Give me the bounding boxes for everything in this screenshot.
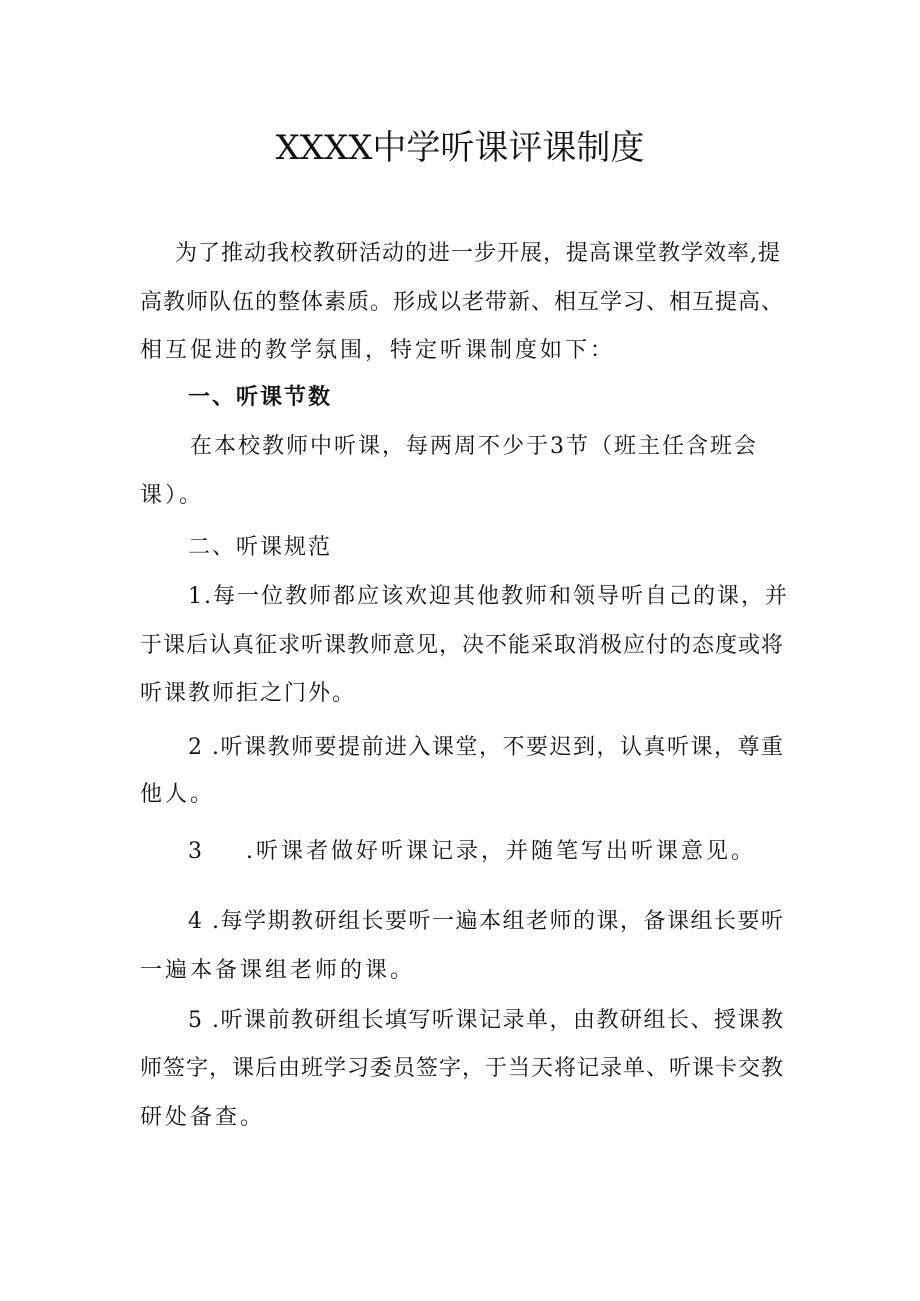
item2-line-1: 2 .听课教师要提前进入课堂，不要迟到，认真听课，尊重 <box>188 735 785 760</box>
intro-line-3: 相互促进的教学氛围，特定听课制度如下： <box>140 338 616 363</box>
item3-number: 3 <box>188 839 205 864</box>
item4-line-1: 4 .每学期教研组长要听一遍本组老师的课，备课组长要听 <box>188 909 785 934</box>
section1-heading: 一、听课节数 <box>188 385 333 410</box>
item4-line-2: 一遍本备课组老师的课。 <box>140 958 416 983</box>
item1-line-2: 于课后认真征求听课教师意见，决不能采取消极应付的态度或将 <box>140 633 785 658</box>
section1-line-1: 在本校教师中听课，每两周不少于3节（班主任含班会 <box>190 434 758 459</box>
document-title: XXXX中学听课评课制度 <box>275 128 645 168</box>
item5-line-1: 5 .听课前教研组长填写听课记录单，由教研组长、授课教 <box>188 1008 785 1033</box>
intro-line-2: 高教师队伍的整体素质。形成以老带新、相互学习、相互提高、 <box>140 290 785 315</box>
item1-line-3: 听课教师拒之门外。 <box>140 681 357 706</box>
section2-heading: 二、听课规范 <box>188 535 333 560</box>
item5-line-2: 师签字，课后由班学习委员签字，于当天将记录单、听课卡交教 <box>140 1056 785 1081</box>
item5-line-3: 研处备查。 <box>140 1105 266 1130</box>
item3-line-1: .听课者做好听课记录，并随笔写出听课意见。 <box>246 839 756 864</box>
item2-line-2: 他人。 <box>140 782 216 807</box>
item1-line-1: 1.每一位教师都应该欢迎其他教师和领导听自己的课，并 <box>188 584 789 609</box>
section1-line-2: 课）。 <box>140 483 205 508</box>
intro-line-1: 为了推动我校教研活动的进一步开展，提高课堂教学效率,提 <box>175 241 781 266</box>
